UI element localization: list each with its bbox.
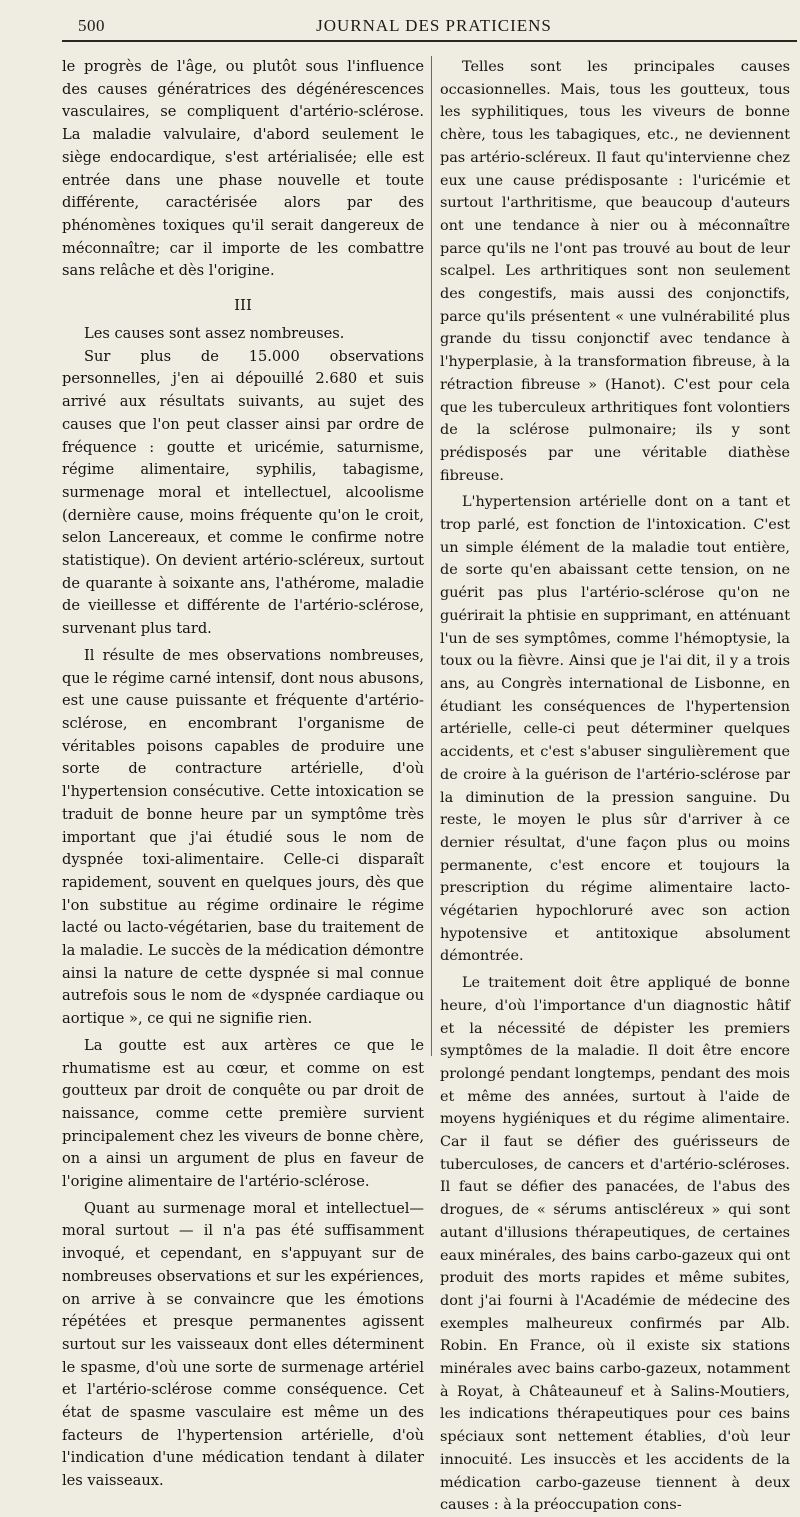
paragraph: L'hypertension artérielle dont on a tant et trop parlé, est fonction de l'intoxication. C'est un simple élément de la maladie tout entière, de sorte qu'en abaissant cette tension, on ne guérit pas plus l'artério-sclérose qu'on ne guérirait la phtisie en supprimant, en atténuant l'un de ses symptômes, comme l'hémoptysie, la toux ou la fièvre. Ainsi que je l'ai dit, il y a trois ans, au Congrès international de Lisbonne, en étudiant les conséquences de l'hypertension artérielle, celle-ci peut déterminer quelques accidents, et c'est s'abuser singulièrement que de croire à la guérison de l'artério-sclérose par la diminution de la pression sanguine. Du reste, le moyen le plus sûr d'arriver à ce dernier résultat, d'une façon plus ou moins permanente, c'est encore et toujours la prescription du régime alimentaire lacto-végétarien hypochloruré avec son action hypotensive et antitoxique absolument démontrée. (440, 494, 790, 965)
left-column (62, 56, 424, 1493)
right-column (440, 56, 790, 1517)
paragraph: Le traitement doit être appliqué de bonne heure, d'où l'importance d'un diagnostic hâtif et la nécessité de dépister les premiers symptômes de la maladie. Il doit être encore prolongé pendant longtemps, pendant des mois et même des années, surtout à l'aide de moyens hygiéniques et du régime alimentaire. Car il faut se défier des guérisseurs de tuberculoses, de cancers et d'artério-scléroses. Il faut se défier des panacées, de l'abus des drogues, de « sérums antiscléreux » qui sont autant d'illusions thérapeutiques, de certaines eaux minérales, des bains carbo-gazeux qui ont produit des morts rapides et même subites, dont j'ai fourni à l'Académie de médecine des exemples malheureux confirmés par Alb. Robin. En France, où il existe six stations minérales avec bains carbo-gazeux, notamment à Royat, à Châteauneuf et à Salins-Moutiers, les indications thérapeutiques pour ces bains spéciaux sont nettement établies, d'où leur innocuité. Les insuccès et les accidents de la médication carbo-gazeuse tiennent à deux causes : à la préoccupation cons- (440, 975, 790, 1514)
column-divider (431, 56, 432, 1056)
journal-title: JOURNAL DES PRATICIENS (316, 16, 552, 35)
paragraph: Les causes sont assez nombreuses. (84, 325, 345, 343)
section-number: III (234, 296, 252, 315)
paragraph: Il résulte de mes observations nombreuses, que le régime carné intensif, dont nous abusons, est une cause puissante et fréquente d'artério-sclérose, en encombrant l'organisme de véritables poisons capables de produire une sorte de contracture artérielle, d'où l'hypertension consécutive. Cette intoxication se traduit de bonne heure par un symptôme très important que j'ai étudié sous le nom de dyspnée toxi-alimentaire. Celle-ci disparaît rapidement, souvent en quelques jours, dès que l'on substitue au régime ordinaire le régime lacté ou lacto-végétarien, base du traitement de la maladie. Le succès de la médication démontre ainsi la nature de cette dyspnée si mal connue autrefois sous le nom de «dyspnée cardiaque ou aortique », ce qui ne signifie rien. (62, 646, 424, 1028)
header-rule (62, 40, 797, 42)
paragraph: le progrès de l'âge, ou plutôt sous l'influence des causes génératrices des dégénérescences vasculaires, se compliquent d'artério-sclérose. La maladie valvulaire, d'abord seulement le siège endocardique, s'est artérialisée; elle est entrée dans une phase nouvelle et toute différente, caractérisée alors par des phénomènes toxiques qu'il serait dangereux de méconnaître; car il importe de les combattre sans relâche et dès l'origine. (62, 58, 424, 280)
paragraph: La goutte est aux artères ce que le rhumatisme est au cœur, et comme on est goutteux par droit de conquête ou par droit de naissance, comme cette première survient principalement chez les viveurs de bonne chère, on a ainsi un argument de plus en faveur de l'origine alimentaire de l'artério-sclérose. (62, 1036, 424, 1191)
running-header (78, 14, 790, 36)
paragraph: Telles sont les principales causes occasionnelles. Mais, tous les goutteux, tous les syphilitiques, tous les viveurs de bonne chère, tous les tabagiques, etc., ne deviennent pas artério-scléreux. Il faut qu'intervienne chez eux une cause prédisposante : l'uricémie et surtout l'arthritisme, que beaucoup d'auteurs ont une tendance à nier ou à méconnaître parce qu'ils ne l'ont pas trouvé au bout de leur scalpel. Les arthritiques sont non seulement des congestifs, mais aussi des conjonctifs, parce qu'ils présentent « une vulnérabilité plus grande du tissu conjonctif avec tendance à l'hyperplasie, à la transformation fibreuse, à la rétraction fibreuse » (Hanot). C'est pour cela que les tuberculeux arthritiques font volontiers de la sclérose pulmonaire; ils y sont prédisposés par une véritable diathèse fibreuse. (440, 59, 790, 484)
paragraph: Sur plus de 15.000 observations personnelles, j'en ai dépouillé 2.680 et suis arrivé aux résultats suivants, au sujet des causes que l'on peut classer ainsi par ordre de fréquence : goutte et uricémie, saturnisme, régime alimentaire, syphilis, tabagisme, surmenage moral et intellectuel, alcoolisme (dernière cause, moins fréquente qu'on le croit, selon Lancereaux, et comme le confirme notre statistique). On devient artério-scléreux, surtout de quarante à soixante ans, l'athérome, maladie de vieillesse et différente de l'artério-sclérose, survenant plus tard. (62, 347, 424, 638)
paragraph: Quant au surmenage moral et intellectuel—moral surtout — il n'a pas été suffisamment invoqué, et cependant, en s'appuyant sur de nombreuses observations et sur les expériences, on arrive à se convaincre que les émotions répétées et presque permanentes agissent surtout sur les vaisseaux dont elles déterminent le spasme, d'où une sorte de surmenage artériel et l'artério-sclérose comme conséquence. Cet état de spasme vasculaire est même un des facteurs de l'hypertension artérielle, d'où l'indication d'une médication tendant à dilater les vaisseaux. (62, 1199, 424, 1490)
page-number: 500 (78, 16, 105, 35)
